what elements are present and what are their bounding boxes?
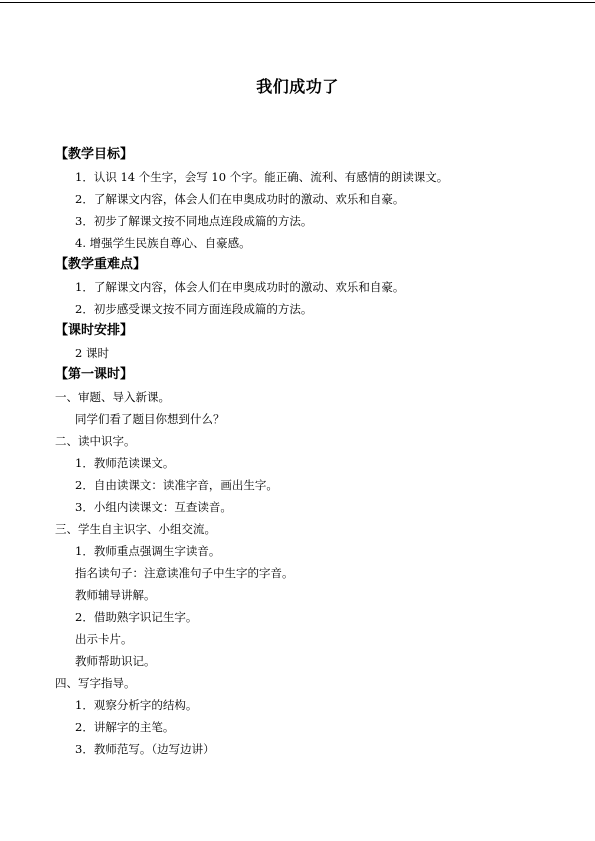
text-line: 一、审题、导入新课。 — [55, 390, 170, 404]
text-line: 1．认识 14 个生字，会写 10 个字。能正确、流利、有感情的朗读课文。 — [75, 170, 449, 184]
text-line: 教师辅导讲解。 — [75, 588, 156, 602]
section-heading: 【第一课时】 — [55, 367, 134, 382]
document-body — [55, 144, 575, 760]
text-line: 四、写字指导。 — [55, 676, 136, 690]
section-heading: 【教学目标】 — [55, 147, 134, 162]
section-heading: 【课时安排】 — [55, 323, 134, 338]
text-line: 同学们看了题目你想到什么？ — [75, 412, 225, 426]
text-line: 1．教师重点强调生字读音。 — [75, 544, 221, 558]
text-line: 教师帮助识记。 — [75, 654, 156, 668]
text-line: 1．教师范读课文。 — [75, 456, 175, 470]
text-line: 4. 增强学生民族自尊心、自豪感。 — [75, 236, 251, 250]
text-line: 3．教师范写。（边写边讲） — [75, 742, 215, 756]
text-line: 2 课时 — [75, 346, 109, 360]
text-line: 二、读中识字。 — [55, 434, 136, 448]
text-line: 2．讲解字的主笔。 — [75, 720, 175, 734]
section-heading: 【教学重难点】 — [55, 257, 147, 272]
text-line: 1．观察分析字的结构。 — [75, 698, 198, 712]
text-line: 2．初步感受课文按不同方面连段成篇的方法。 — [75, 302, 313, 316]
text-line: 2．借助熟字识记生字。 — [75, 610, 198, 624]
text-line: 1．了解课文内容，体会人们在申奥成功时的激动、欢乐和自豪。 — [75, 280, 405, 294]
text-line: 三、学生自主识字、小组交流。 — [55, 522, 216, 536]
text-line: 2．自由读课文：读准字音，画出生字。 — [75, 478, 278, 492]
header-rule — [0, 2, 595, 3]
text-line: 出示卡片。 — [75, 632, 133, 646]
text-line: 指名读句子：注意读准句子中生字的字音。 — [75, 566, 294, 580]
text-line: 3．小组内读课文：互查读音。 — [75, 500, 232, 514]
text-line: 3．初步了解课文按不同地点连段成篇的方法。 — [75, 214, 313, 228]
page-title: 我们成功了 — [256, 77, 339, 96]
text-line: 2．了解课文内容，体会人们在申奥成功时的激动、欢乐和自豪。 — [75, 192, 405, 206]
